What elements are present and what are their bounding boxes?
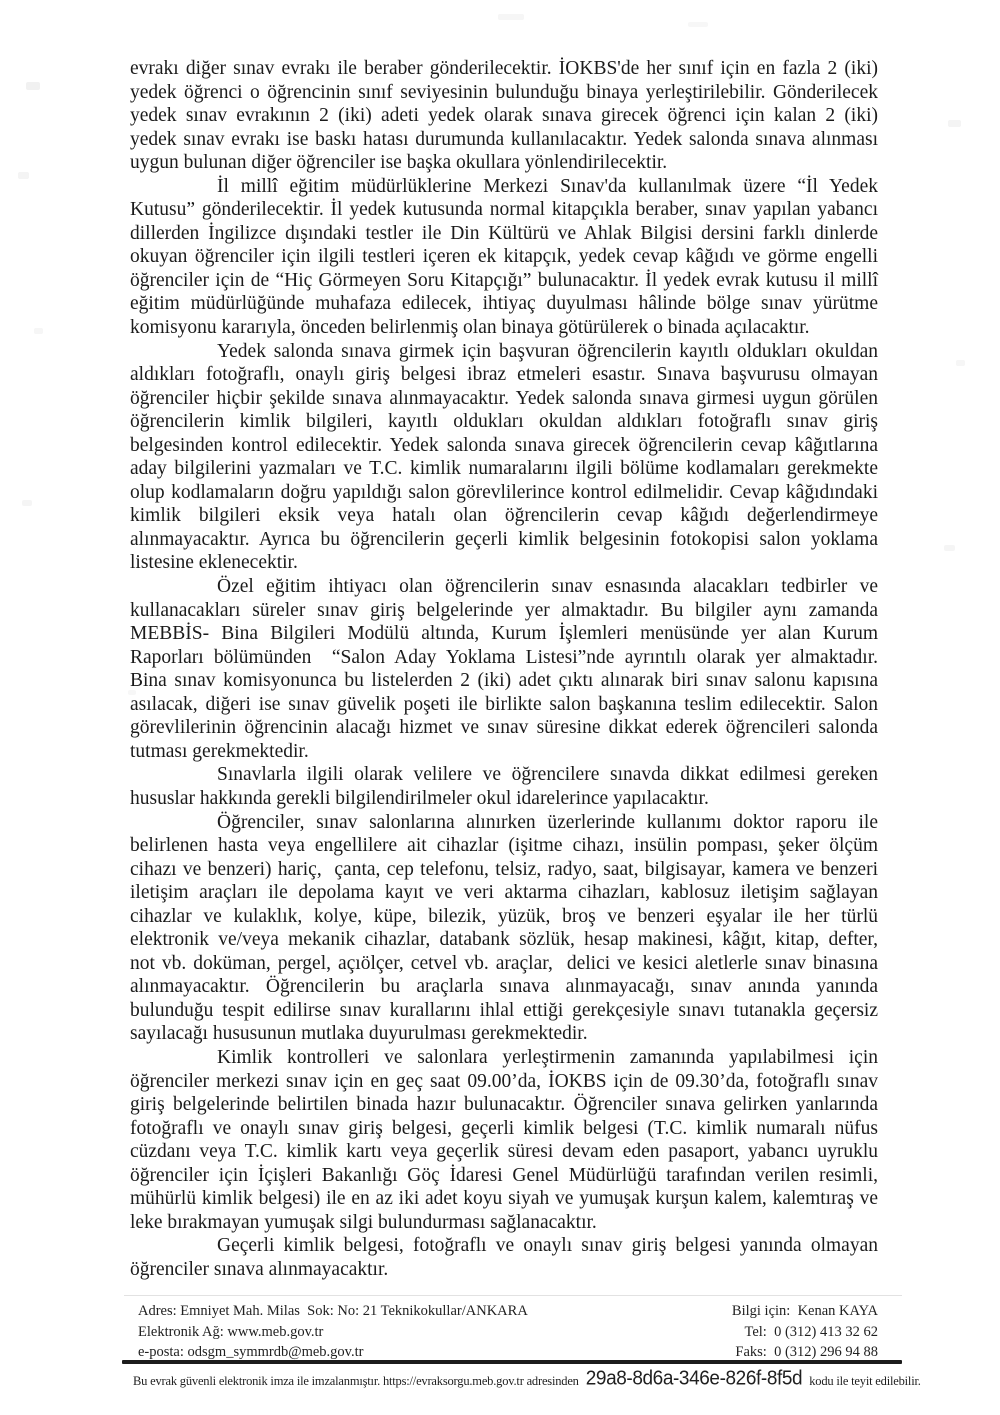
text-line: evrakı diğer sınav evrakı ile beraber gönderilecektir. İOKBS'de her sınıf için en fazla 2 (iki) [130,58,878,79]
scan-artifact [688,22,708,27]
text-line: eğitim müdürlüğünde muhafaza edilecek, ihtiyaç duyulması hâlinde bölge sınav yürütme [130,293,878,315]
footer-address-block [138,1301,528,1363]
text-line: komisyonu kararıyla, önceden belirlenmiş olan binaya götürülerek o binada açılacaktır. [130,317,810,339]
text-line: giriş belgelerinde belirtilen binada hazır bulunacaktır. Öğrenciler sınava gelirken yanlarında [130,1094,878,1116]
text-line: hususlar hakkında gerekli bilgilendirilmeler okul idarelerince yapılacaktır. [130,787,709,809]
verification-suffix-text: kodu ile teyit edilebilir. [809,1374,921,1388]
text-line: kimlik bilgileri eksik veya hatalı olan öğrencilerin cevap kâğıdı değerlendirmeye [130,505,878,527]
text-line: okuyan öğrenciler için ilgili testleri içeren ek kitapçık, yedek cevap kâğıdı ve görme engelli [130,246,878,268]
text-line: İl millî eğitim müdürlüklerine Merkezi Sınav'da kullanılmak üzere “İl Yedek [217,175,878,197]
text-line: öğrenciler sınava alınmayacaktır. [130,1258,389,1280]
footer-line: Elektronik Ağ: www.meb.gov.tr [138,1323,324,1340]
text-line: belirlenen hasta veya engellilere ait cihazlar (işitme cihazı, insülin pompası, şeker ölçüm [130,835,878,857]
footer-line: Tel: 0 (312) 413 32 62 [744,1323,878,1340]
text-line: Kutusu” gönderilecektir. İl yedek kutusunda normal kitapçıkla beraber, sınav yapılan yabancı [130,199,878,221]
verification-separator-line [122,1360,902,1364]
text-line: kullanacakları süreler sınav giriş belgelerinde yer almaktadır. Bu bilgiler aynı zamanda [130,599,878,621]
scan-artifact [22,500,32,506]
text-line: not vb. doküman, pergel, açıölçer, cetvel vb. araçlar, delici ve kesici aletlerle sınav binasına [130,952,878,974]
text-line: Bina sınav komisyonunca bu listelerden 2 (iki) adet çıktı alınarak biri sınav salonu kapısına [130,670,878,692]
footer-line: Adres: Emniyet Mah. Milas Sok: No: 21 Teknikokullar/ANKARA [138,1303,528,1319]
text-line: yedek sınav evrakı ise baskı hatası durumunda kullanılacaktır. Yedek salonda sınava alınması [130,128,878,150]
text-line: Sınavlarla ilgili olarak velilere ve öğrencilere sınavda dikkat edilmesi gereken [217,764,878,786]
text-line: öğrencilerin kimlik bilgileri, kayıtlı oldukları okuldan aldıkları fotoğraflı sınav giriş [130,411,878,433]
text-line: Özel eğitim ihtiyacı olan öğrencilerin sınav esnasında alacakları tedbirler ve [217,576,878,598]
text-line: listesine eklenecektir. [130,552,298,574]
footer-line: Bilgi için: Kenan KAYA [731,1303,878,1319]
text-line: asılacak, diğeri ise sınav güvelik poşeti ile birlikte salon başkanına teslim edilecektir. Salon [130,693,878,715]
text-line: öğrenciler hiçbir şekilde sınava alınmayacaktır. Yedek salonda sınava girmesi uygun görülen [130,387,878,409]
document-body-text [130,57,878,1281]
text-line: aldıkları fotoğraflı, onaylı giriş belgesi ibraz etmeleri esastır. Sınava başvurusu olmayan [130,364,878,386]
text-line: olup kodlamaların doğru yapıldığı salon görevlilerince kontrol edilmelidir. Cevap kâğıdındaki [130,481,878,503]
text-line: uygun bulunan diğer öğrenciler ise başka okullara yönlendirilecektir. [130,152,668,174]
scan-artifact [944,545,955,551]
text-line: Kimlik kontrolleri ve salonlara yerleştirmenin zamanında yapılabilmesi için [217,1046,878,1068]
text-line: öğrenciler için İçişleri Bakanlığı Göç İdaresi Genel Müdürlüğü tarafından verilen resimli, [130,1164,878,1186]
text-line: yedek öğrenci o öğrencinin sınıf seviyesinin bulunduğu binaya yerleştirilebilir. Gönderilecek [130,81,878,103]
text-line: görevlilerinin öğrencinin alacağı hizmet ve sınav süresine dikkat ederek öğrencileri salonda [130,717,878,739]
text-line: iletişim araçları ile depolama kayıt ve veri aktarma cihazları, kablosuz iletişim sağlayan [130,882,878,904]
text-line: alınmayacaktır. Ayrıca bu öğrencilerin geçerli kimlik belgesinin fotokopisi salon yoklama [130,528,878,550]
text-line: bulunduğu tespit edilirse sınav kurallarını ihlal ettiği gerekçesiyle sınavı tutanakla geçersiz [130,999,878,1021]
scan-artifact [26,82,40,90]
footer-separator-line [124,1295,902,1296]
text-line: cihazı ve benzeri) hariç, çanta, cep telefonu, telsiz, radyo, saat, bilgisayar, kamera ve benzeri [130,858,878,880]
text-line: Raporları bölümünden “Salon Aday Yoklama Listesi”nde ayrıntılı olarak yer almaktadır. [130,646,878,668]
scan-artifact [498,14,524,20]
text-line: dillerden İngilizce dışındaki testler ile Din Kültürü ve Ahlak Bilgisi dersini farklı dinlerde [130,222,878,244]
text-line: öğrenciler için de “Hiç Görmeyen Soru Kitapçığı” bulunacaktır. İl yedek evrak kutusu il millî [130,269,878,291]
text-line: MEBBİS- Bina Bilgileri Modülü altında, Kurum İşlemleri menüsünde yer alan Kurum [130,623,878,645]
text-line: Öğrenciler, sınav salonlarına alınırken üzerlerinde kullanımı doktor raporu ile [217,811,878,833]
text-line: mühürlü kimlik belgesi) ile en az iki adet koyu siyah ve yumuşak kurşun kalem, kalemtıraş ve [130,1188,878,1210]
document-footer [138,1301,878,1363]
text-line: öğrenciler merkezi sınav için en geç saat 09.00’da, İOKBS için de 09.30’da, fotoğraflı sınav [130,1070,878,1092]
text-line: Yedek salonda sınava girmek için başvuran öğrencilerin kayıtlı oldukları okuldan [217,340,878,362]
text-line: fotoğraflı ve onaylı sınav giriş belgesi, geçerli kimlik belgesi (T.C. kimlik numaralı nüfus [130,1117,878,1139]
text-line: cihazlar ve kulaklık, kolye, küpe, bilezik, yüzük, broş ve benzeri eşyalar ile her türlü [130,905,878,927]
text-line: cüzdanı veya T.C. kimlik kartı veya geçerlik süresi devam eden pasaport, yabancı uyruklu [130,1141,878,1163]
verification-code: 29a8-8d6a-346e-826f-8f5d [585,1367,803,1390]
text-line: sayılacağı hususunun mutlaka duyurulması gerekmektedir. [130,1023,588,1045]
text-line: elektronik ve/veya mekanik cihazlar, databank sözlük, hesap makinesi, kâğıt, kitap, defter, [130,929,878,951]
verification-prefix-text: Bu evrak güvenli elektronik imza ile imzalanmıştır. https://evraksorgu.meb.gov.tr adresinden [133,1374,579,1388]
scan-artifact [948,120,961,127]
scan-artifact [956,360,965,366]
text-line: tutması gerekmektedir. [130,740,309,762]
text-line: belgesinden kontrol edilecektir. Yedek salonda sınava girecek öğrencilerin cevap kâğıtlarına [130,434,878,456]
scan-artifact [18,172,29,179]
verification-strip [133,1369,973,1391]
footer-line: e-posta: odsgm_symmrdb@meb.gov.tr [138,1344,364,1360]
text-line: alınmayacaktır. Öğrencilerin bu araçlarla sınava alınmayacağı, sınav anında yanında [130,976,878,998]
text-line: yedek sınav evrakının 2 (iki) adeti yedek olarak sınava girecek öğrenci için kalan 2 (iki) [130,105,878,127]
footer-line: Faks: 0 (312) 296 94 88 [735,1344,878,1360]
text-line: leke bırakmayan yumuşak silgi bulundurması sağlanacaktır. [130,1211,597,1233]
text-line: aday bilgilerini yazmaları ve T.C. kimlik numaralarını ilgili bölüme kodlamaları gerekmekte [130,458,878,480]
footer-contact-block [732,1301,878,1363]
text-line: Geçerli kimlik belgesi, fotoğraflı ve onaylı sınav giriş belgesi yanında olmayan [217,1235,878,1257]
scan-artifact [34,328,43,334]
